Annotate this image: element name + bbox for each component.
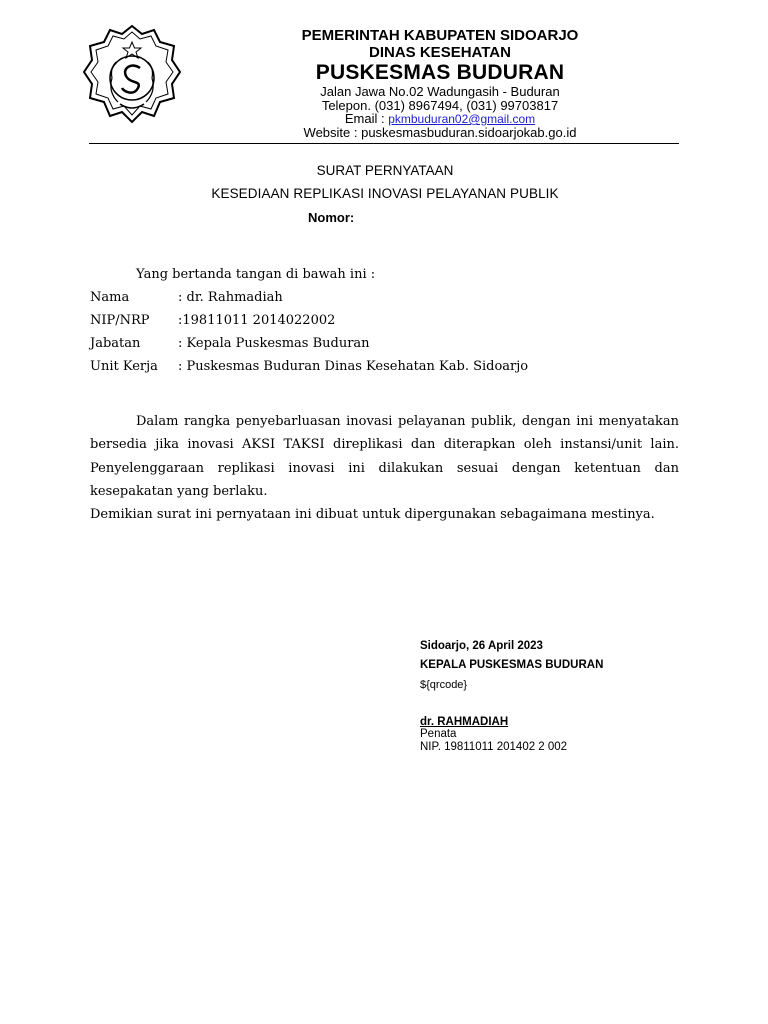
letterhead-divider [89, 143, 679, 144]
letterhead-email-line [200, 111, 680, 126]
signatory-nip: NIP. 19811011 201402 2 002 [420, 741, 568, 753]
letterhead-institution: PUSKESMAS BUDURAN [315, 61, 565, 84]
signatory-name: dr. RAHMADIAH [420, 716, 509, 728]
sidoarjo-emblem-logo [82, 22, 182, 128]
letterhead-phone: Telepon. (031) 8967494, (031) 99703817 [321, 98, 559, 113]
identity-value-name: : dr. Rahmadiah [178, 290, 283, 305]
identity-label-nip: NIP/NRP [90, 313, 150, 328]
document-number-label: Nomor: [308, 210, 355, 225]
statement-paragraph: Dalam rangka penyebarluasan inovasi pelayanan publik, dengan ini menyatakan bersedia jika inovasi AKSI TAKSI direplikasi dan diterapkan oleh instansi/unit lain. Penyelenggaraan replikasi inovasi ini dilakukan sesuai dengan ketentuan dan kesepakatan yang berlaku. [90, 414, 679, 499]
identity-value-nip: :19811011 2014022002 [178, 313, 336, 328]
letterhead-website: Website : puskesmasbuduran.sidoarjokab.go.id [303, 125, 577, 140]
identity-intro: Yang bertanda tangan di bawah ini : [136, 267, 376, 282]
closing-paragraph: Demikian surat ini pernyataan ini dibuat untuk dipergunakan sebagaimana mestinya. [90, 507, 655, 523]
document-title: SURAT PERNYATAAN [316, 163, 454, 178]
statement-body [90, 410, 679, 526]
letterhead-address: Jalan Jawa No.02 Wadungasih - Buduran [320, 84, 560, 99]
identity-value-unit: : Puskesmas Buduran Dinas Kesehatan Kab. Sidoarjo [178, 359, 529, 374]
signatory-rank: Penata [420, 728, 457, 740]
letterhead-agency: DINAS KESEHATAN [369, 44, 511, 61]
identity-label-unit: Unit Kerja [90, 359, 158, 374]
identity-label-name: Nama [90, 290, 130, 305]
qrcode-placeholder: ${qrcode} [420, 679, 468, 691]
identity-value-position: : Kepala Puskesmas Buduran [178, 336, 370, 351]
signature-place-date: Sidoarjo, 26 April 2023 [420, 640, 543, 652]
identity-label-position: Jabatan [90, 336, 141, 351]
document-subtitle: KESEDIAAN REPLIKASI INOVASI PELAYANAN PUBLIK [211, 186, 559, 201]
email-label: Email : [344, 111, 389, 126]
letterhead-government: PEMERINTAH KABUPATEN SIDOARJO [301, 27, 579, 44]
signature-position: KEPALA PUSKESMAS BUDURAN [420, 659, 604, 671]
email-link[interactable]: pkmbuduran02@gmail.com [388, 112, 536, 126]
